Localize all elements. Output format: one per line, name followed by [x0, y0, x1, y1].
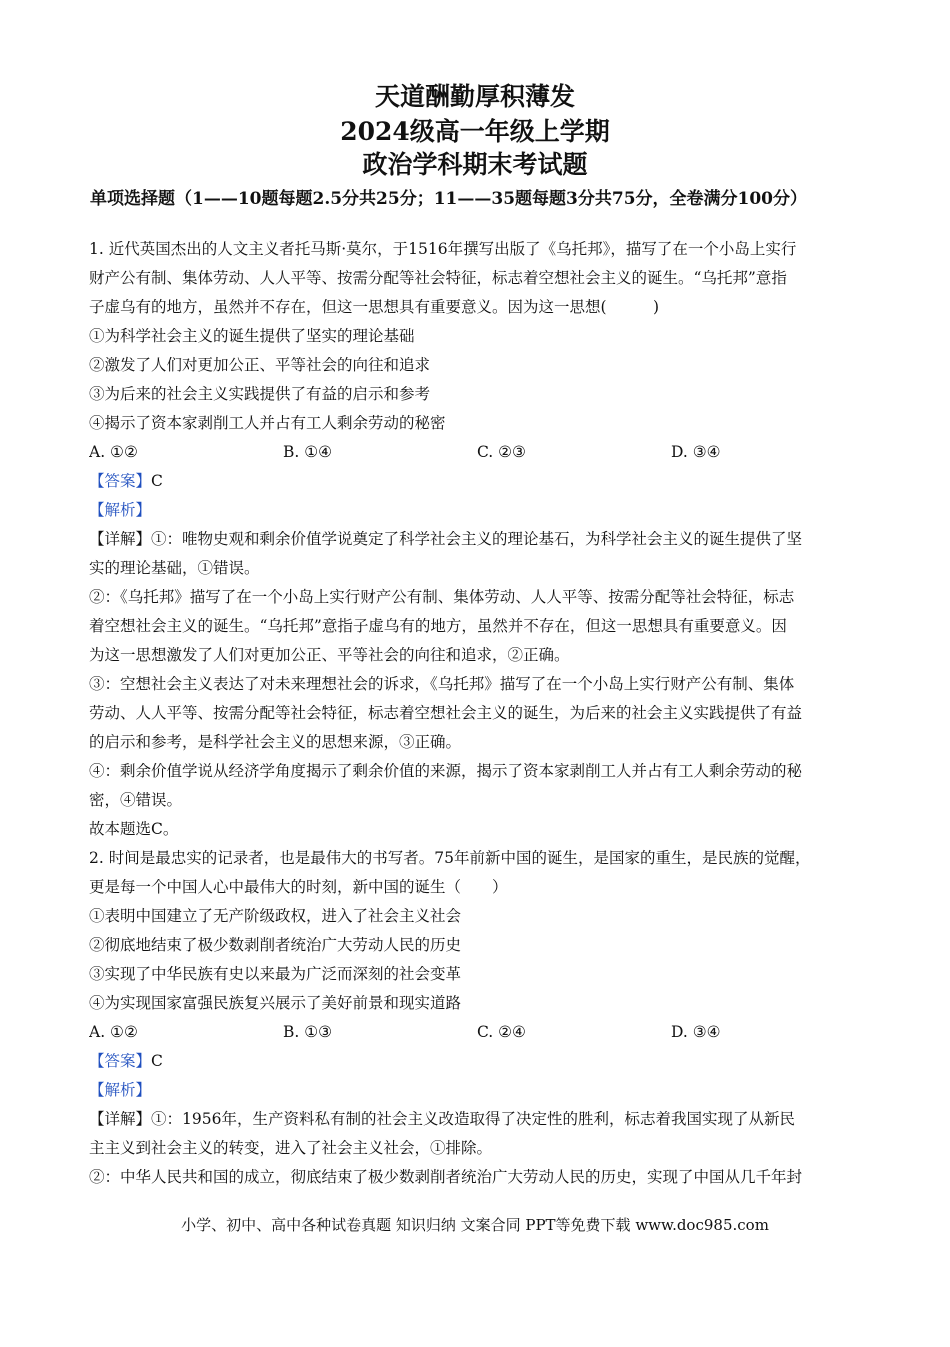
document-subtitle-grade: 2024级高一年级上学期 — [340, 117, 610, 146]
q1-detail-line: 劳动、人人平等、按需分配等社会特征，标志着空想社会主义的诞生，为后来的社会主义实践提供了有益 — [89, 704, 803, 722]
q1-detail-line: 的启示和参考，是科学社会主义的思想来源，③正确。 — [89, 733, 462, 751]
q1-detail-line: 密，④错误。 — [89, 791, 183, 809]
q1-item: ②激发了人们对更加公正、平等社会的向往和追求 — [89, 356, 431, 374]
q1-stem-line: 1. 近代英国杰出的人文主义者托马斯·莫尔，于1516年撰写出版了《乌托邦》，描写了在一个小岛上实行 — [89, 240, 797, 258]
answer-tag: 【答案】 — [89, 472, 152, 490]
section-heading: 单项选择题（1——10题每题2.5分共25分；11——35题每题3分共75分，全卷满分100分） — [90, 189, 808, 209]
q1-stem-line: 财产公有制、集体劳动、人人平等、按需分配等社会特征，标志着空想社会主义的诞生。“乌托邦”意指 — [89, 269, 787, 287]
q1-detail-line: 实的理论基础，①错误。 — [89, 559, 260, 577]
q2-item: ③实现了中华民族有史以来最为广泛而深刻的社会变革 — [89, 965, 462, 983]
q2-option-c: C. ②④ — [477, 1023, 526, 1041]
q1-options — [89, 438, 869, 467]
q1-option-b: B. ①④ — [283, 443, 333, 461]
q1-item: ①为科学社会主义的诞生提供了坚实的理论基础 — [89, 327, 415, 345]
q1-analysis-tag: 【解析】 — [89, 501, 152, 519]
q1-detail-line: 为这一思想激发了人们对更加公正、平等社会的向往和追求，②正确。 — [89, 646, 570, 664]
q2-item: ②彻底地结束了极少数剥削者统治广大劳动人民的历史 — [89, 936, 462, 954]
exam-content — [89, 235, 869, 1192]
q1-option-c: C. ②③ — [477, 443, 526, 461]
q1-detail-line: 故本题选C。 — [89, 820, 179, 838]
q2-detail-line: ②：中华人民共和国的成立，彻底结束了极少数剥削者统治广大劳动人民的历史，实现了中国从几千年封 — [89, 1168, 803, 1186]
q2-detail-line: 【详解】①：1956年，生产资料私有制的社会主义改造取得了决定性的胜利，标志着我国实现了从新民 — [89, 1110, 795, 1128]
q1-detail-line: ③：空想社会主义表达了对未来理想社会的诉求，《乌托邦》描写了在一个小岛上实行财产公有制、集体 — [89, 675, 795, 693]
q2-analysis-tag: 【解析】 — [89, 1081, 152, 1099]
answer-value: C — [151, 472, 163, 490]
q1-option-a: A. ①② — [89, 443, 138, 461]
q2-stem-line: 2. 时间是最忠实的记录者，也是最伟大的书写者。75年前新中国的诞生，是国家的重生，是民族的觉醒， — [89, 849, 811, 867]
q2-detail-line: 主主义到社会主义的转变，进入了社会主义社会，①排除。 — [89, 1139, 493, 1157]
q2-item: ④为实现国家富强民族复兴展示了美好前景和现实道路 — [89, 994, 462, 1012]
q2-options — [89, 1018, 869, 1047]
document-subtitle-exam: 政治学科期末考试题 — [362, 150, 588, 179]
document-title: 天道酬勤厚积薄发 — [374, 82, 575, 111]
q2-option-d: D. ③④ — [671, 1023, 721, 1041]
q1-detail-line: ④：剩余价值学说从经济学角度揭示了剩余价值的来源，揭示了资本家剥削工人并占有工人剩余劳动的秘 — [89, 762, 803, 780]
answer-value: C — [151, 1052, 163, 1070]
q2-stem-line: 更是每一个中国人心中最伟大的时刻，新中国的诞生（ ） — [89, 878, 508, 896]
q1-detail-line: 着空想社会主义的诞生。“乌托邦”意指子虚乌有的地方，虽然并不存在，但这一思想具有重要意义。因 — [89, 617, 787, 635]
q1-item: ③为后来的社会主义实践提供了有益的启示和参考 — [89, 385, 431, 403]
q1-stem-line: 子虚乌有的地方，虽然并不存在，但这一思想具有重要意义。因为这一思想( ) — [89, 298, 660, 316]
q2-option-a: A. ①② — [89, 1023, 138, 1041]
q2-item: ①表明中国建立了无产阶级政权，进入了社会主义社会 — [89, 907, 462, 925]
q1-detail-line: 【详解】①：唯物史观和剩余价值学说奠定了科学社会主义的理论基石，为科学社会主义的诞生提供了坚 — [89, 530, 803, 548]
q1-option-d: D. ③④ — [671, 443, 721, 461]
q1-item: ④揭示了资本家剥削工人并占有工人剩余劳动的秘密 — [89, 414, 446, 432]
q2-option-b: B. ①③ — [283, 1023, 333, 1041]
page-footer: 小学、初中、高中各种试卷真题 知识归纳 文案合同 PPT等免费下载 www.doc985.com — [181, 1216, 769, 1234]
q1-detail-line: ②：《乌托邦》描写了在一个小岛上实行财产公有制、集体劳动、人人平等、按需分配等社会特征，标志 — [89, 588, 795, 606]
answer-tag: 【答案】 — [89, 1052, 152, 1070]
q1-answer — [89, 467, 869, 496]
q2-answer — [89, 1047, 869, 1076]
